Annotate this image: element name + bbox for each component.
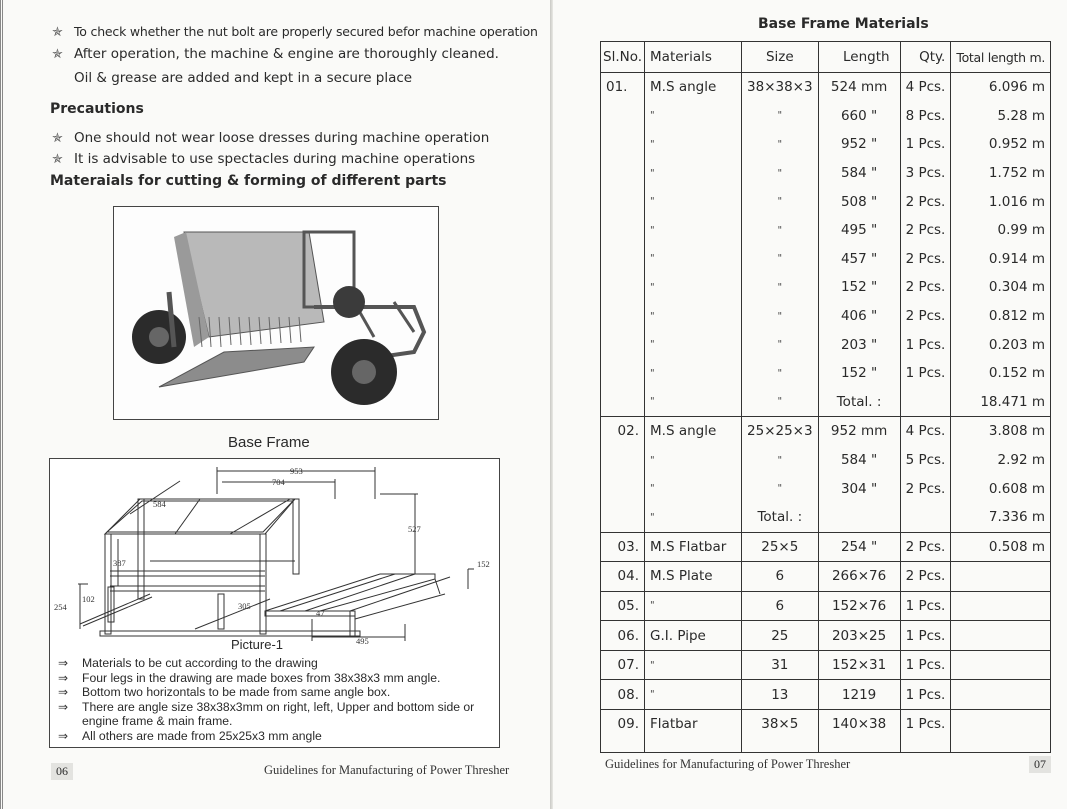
base-frame-photo (113, 206, 439, 420)
cell-qty: 5 Pcs. (900, 446, 951, 475)
cell-size: " (742, 187, 819, 216)
cell-total: 18.471 m (951, 388, 1051, 417)
cell-total: 5.28 m (951, 102, 1051, 131)
cell-length: 152 " (818, 273, 900, 302)
table-row (601, 650, 1051, 680)
precaution-item: ✯ It is advisable to use spectacles during machine operations (52, 151, 476, 167)
cell-total: 0.608 m (951, 474, 1051, 503)
cell-slno: 09. (601, 710, 645, 753)
cell-size: " (742, 130, 819, 159)
cell-total: 1.016 m (951, 187, 1051, 216)
cell-material: M.S angle (645, 73, 742, 102)
table-row (601, 187, 1051, 216)
cell-material: Flatbar (645, 710, 742, 753)
cell-material: " (645, 330, 742, 359)
table-row (601, 359, 1051, 388)
cell-size: " (742, 273, 819, 302)
table-row (601, 710, 1051, 753)
cell-slno: 05. (601, 591, 645, 621)
cell-material: M.S Plate (645, 562, 742, 592)
cell-qty: 8 Pcs. (900, 102, 951, 131)
cell-material: " (645, 359, 742, 388)
cell-length: 508 " (818, 187, 900, 216)
col-header-total-length: Total length m. (951, 42, 1051, 73)
cell-total: 1.752 m (951, 159, 1051, 188)
cell-size: " (742, 446, 819, 475)
cell-length: 254 " (818, 532, 900, 562)
table-row (601, 591, 1051, 621)
cell-slno (601, 330, 645, 359)
cell-size: 25 (742, 621, 819, 651)
cell-material: " (645, 216, 742, 245)
cell-length: 266×76 (818, 562, 900, 592)
cell-slno (601, 474, 645, 503)
cell-slno (601, 359, 645, 388)
cell-total: 0.304 m (951, 273, 1051, 302)
dim-527: 527 (408, 524, 421, 534)
cell-length: 406 " (818, 302, 900, 331)
cell-size: 38×5 (742, 710, 819, 753)
cell-material: " (645, 650, 742, 680)
double-arrow-icon: ⇒ (58, 728, 69, 743)
cell-length: 304 " (818, 474, 900, 503)
cell-qty: 1 Pcs. (900, 650, 951, 680)
photo-caption: Base Frame (228, 434, 310, 451)
cell-length: 584 " (818, 159, 900, 188)
cell-qty: 1 Pcs. (900, 359, 951, 388)
cell-qty: 1 Pcs. (900, 130, 951, 159)
cell-size: Total. : (742, 503, 819, 532)
star-icon: ✯ (52, 152, 63, 167)
table-row (601, 562, 1051, 592)
table-row (601, 621, 1051, 651)
star-icon: ✯ (52, 131, 63, 146)
table-row (601, 532, 1051, 562)
note-item: ⇒ Materials to be cut according to the drawing (58, 656, 318, 670)
precautions-heading: Precautions (50, 101, 144, 117)
double-arrow-icon: ⇒ (58, 685, 69, 700)
cell-total: 2.92 m (951, 446, 1051, 475)
col-header-length: Length (818, 42, 900, 73)
table-row (601, 474, 1051, 503)
thresher-machine-illustration (114, 207, 438, 419)
cell-slno (601, 388, 645, 417)
bullet-continuation: Oil & grease are added and kept in a secure place (74, 70, 413, 86)
cell-length: 152×31 (818, 650, 900, 680)
page-number-left: 06 (51, 763, 73, 780)
cell-total: 0.152 m (951, 359, 1051, 388)
note-item: ⇒ All others are made from 25x25x3 mm angle (58, 728, 322, 743)
table-header-row (601, 42, 1051, 73)
cell-qty: 4 Pcs. (900, 417, 951, 446)
cell-material: " (645, 474, 742, 503)
cell-slno (601, 302, 645, 331)
cell-material: " (645, 388, 742, 417)
dim-305: 305 (238, 601, 251, 611)
cell-material: " (645, 273, 742, 302)
cell-total: 0.99 m (951, 216, 1051, 245)
cell-qty: 2 Pcs. (900, 245, 951, 274)
dim-254: 254 (54, 602, 67, 612)
table-row (601, 388, 1051, 417)
cell-qty: 2 Pcs. (900, 532, 951, 562)
cell-length: 660 " (818, 102, 900, 131)
footer-title-right: Guidelines for Manufacturing of Power Thresher (605, 757, 851, 771)
cell-total (951, 680, 1051, 710)
cell-total: 0.812 m (951, 302, 1051, 331)
cell-total: 0.952 m (951, 130, 1051, 159)
cell-total: 0.508 m (951, 532, 1051, 562)
cell-size: 25×25×3 (742, 417, 819, 446)
cell-slno (601, 245, 645, 274)
cell-length: 152×76 (818, 591, 900, 621)
cell-material: " (645, 302, 742, 331)
cell-slno: 04. (601, 562, 645, 592)
cell-slno: 08. (601, 680, 645, 710)
cell-slno (601, 102, 645, 131)
drawing-caption: Picture-1 (231, 637, 284, 652)
dim-584: 584 (153, 499, 166, 509)
dim-495: 495 (356, 636, 369, 646)
cell-slno (601, 159, 645, 188)
double-arrow-icon: ⇒ (58, 699, 69, 714)
cell-slno (601, 503, 645, 532)
cell-slno (601, 130, 645, 159)
cell-material: " (645, 680, 742, 710)
cell-length: 952 " (818, 130, 900, 159)
col-header-materials: Materials (645, 42, 742, 73)
table-row (601, 446, 1051, 475)
table-row (601, 273, 1051, 302)
note-item: ⇒ Bottom two horizontals to be made from same angle box. (58, 685, 391, 700)
table-title: Base Frame Materials (758, 16, 929, 32)
cell-material: " (645, 130, 742, 159)
cell-size: 31 (742, 650, 819, 680)
cell-length: 584 " (818, 446, 900, 475)
cell-qty: 2 Pcs. (900, 187, 951, 216)
col-header-qty: Qty. (900, 42, 951, 73)
cell-length: 524 mm (818, 73, 900, 102)
materials-heading: Materaials for cutting & forming of different parts (50, 173, 447, 189)
precaution-item: ✯ One should not wear loose dresses during machine operation (52, 130, 490, 146)
star-icon: ✯ (52, 25, 63, 40)
drawing-box (49, 458, 500, 748)
cell-material: " (645, 245, 742, 274)
cell-qty (900, 503, 951, 532)
cell-material: " (645, 446, 742, 475)
notes-list (58, 656, 474, 744)
cell-slno: 03. (601, 532, 645, 562)
table-row (601, 102, 1051, 131)
star-icon: ✯ (52, 47, 63, 62)
cell-qty: 3 Pcs. (900, 159, 951, 188)
cell-qty: 4 Pcs. (900, 73, 951, 102)
cell-qty: 1 Pcs. (900, 710, 951, 753)
cell-size: 38×38×3 (742, 73, 819, 102)
cell-material: G.I. Pipe (645, 621, 742, 651)
cell-length: 140×38 (818, 710, 900, 753)
table-row (601, 159, 1051, 188)
cell-material: " (645, 503, 742, 532)
cell-size: " (742, 102, 819, 131)
cell-total (951, 621, 1051, 651)
cell-total: 3.808 m (951, 417, 1051, 446)
cell-slno (601, 187, 645, 216)
table-row (601, 417, 1051, 446)
footer-title-left: Guidelines for Manufacturing of Power Thresher (264, 763, 510, 777)
cell-size: " (742, 216, 819, 245)
table-row (601, 680, 1051, 710)
cell-size: " (742, 330, 819, 359)
cell-size: " (742, 302, 819, 331)
cell-size: 6 (742, 591, 819, 621)
bullet-item: ✯ To check whether the nut bolt are properly secured befor machine operation (52, 24, 538, 40)
note-item: ⇒ Four legs in the drawing are made boxes from 38x38x3 mm angle. (58, 670, 441, 685)
cell-qty: 1 Pcs. (900, 591, 951, 621)
cell-size: " (742, 474, 819, 503)
cell-qty (900, 388, 951, 417)
cell-size: " (742, 245, 819, 274)
cell-total (951, 650, 1051, 680)
frame-technical-drawing (50, 459, 498, 654)
cell-size: 13 (742, 680, 819, 710)
cell-length: Total. : (818, 388, 900, 417)
cell-material: M.S Flatbar (645, 532, 742, 562)
cell-total: 7.336 m (951, 503, 1051, 532)
dim-704: 704 (272, 477, 285, 487)
cell-length: 952 mm (818, 417, 900, 446)
cell-material: " (645, 102, 742, 131)
cell-qty: 1 Pcs. (900, 330, 951, 359)
table-row (601, 503, 1051, 532)
cell-qty: 2 Pcs. (900, 273, 951, 302)
cell-total: 0.203 m (951, 330, 1051, 359)
cell-material: " (645, 187, 742, 216)
cell-slno: 06. (601, 621, 645, 651)
cell-slno: 01. (601, 73, 645, 102)
cell-length: 203×25 (818, 621, 900, 651)
bullet-item: ✯ After operation, the machine & engine are thoroughly cleaned. (52, 46, 499, 62)
dim-47: 47 (316, 608, 325, 618)
page-number-right: 07 (1029, 756, 1051, 773)
table-row (601, 245, 1051, 274)
cell-size: 25×5 (742, 532, 819, 562)
cell-material: " (645, 159, 742, 188)
cell-total: 6.096 m (951, 73, 1051, 102)
cell-size: " (742, 359, 819, 388)
table-row (601, 130, 1051, 159)
cell-length: 457 " (818, 245, 900, 274)
cell-size: " (742, 159, 819, 188)
note-item-continuation: engine frame & main frame. (82, 714, 233, 729)
base-frame-materials-table (600, 41, 1051, 753)
cell-material: M.S angle (645, 417, 742, 446)
cell-size: " (742, 388, 819, 417)
table-row (601, 216, 1051, 245)
dim-387: 387 (113, 558, 126, 568)
cell-total (951, 710, 1051, 753)
note-item: ⇒ There are angle size 38x38x3mm on right, left, Upper and bottom side or (58, 699, 475, 714)
cell-total (951, 591, 1051, 621)
cell-qty: 2 Pcs. (900, 562, 951, 592)
cell-slno (601, 446, 645, 475)
table-row (601, 73, 1051, 102)
cell-size: 6 (742, 562, 819, 592)
cell-length: 1219 (818, 680, 900, 710)
double-arrow-icon: ⇒ (58, 670, 69, 685)
dim-152: 152 (477, 559, 490, 569)
cell-qty: 2 Pcs. (900, 302, 951, 331)
cell-material: " (645, 591, 742, 621)
cell-length: 495 " (818, 216, 900, 245)
cell-qty: 2 Pcs. (900, 216, 951, 245)
cell-slno: 02. (601, 417, 645, 446)
dim-953: 953 (290, 466, 303, 476)
cell-length: 203 " (818, 330, 900, 359)
table-row (601, 302, 1051, 331)
cell-total (951, 562, 1051, 592)
col-header-slno: Sl.No. (601, 42, 645, 73)
cell-total: 0.914 m (951, 245, 1051, 274)
cell-qty: 1 Pcs. (900, 680, 951, 710)
col-header-size: Size (742, 42, 819, 73)
double-arrow-icon: ⇒ (58, 656, 69, 670)
cell-length (818, 503, 900, 532)
cell-slno (601, 216, 645, 245)
cell-slno (601, 273, 645, 302)
cell-qty: 2 Pcs. (900, 474, 951, 503)
table-row (601, 330, 1051, 359)
cell-slno: 07. (601, 650, 645, 680)
cell-qty: 1 Pcs. (900, 621, 951, 651)
cell-length: 152 " (818, 359, 900, 388)
dim-102: 102 (82, 594, 95, 604)
